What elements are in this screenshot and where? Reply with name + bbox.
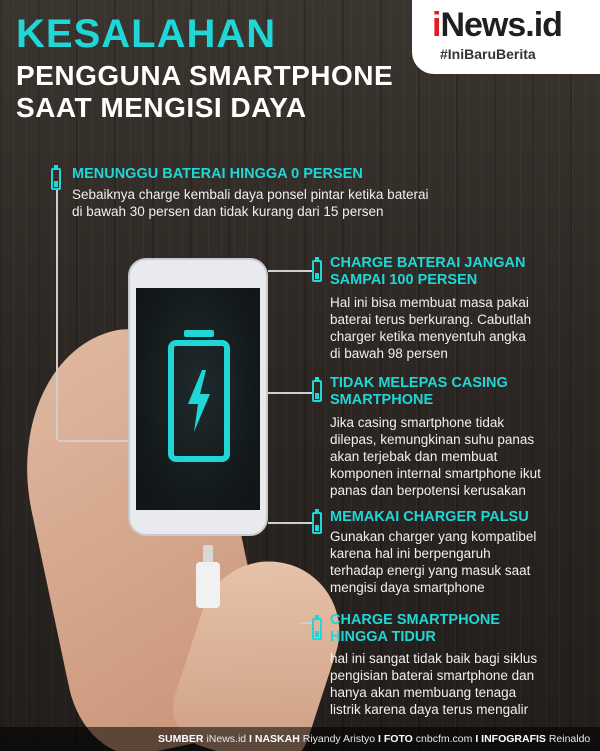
section-1-body: Sebaiknya charge kembali daya ponsel pintar ketika baterai di bawah 30 persen dan tidak kurang dari 15 persen: [72, 187, 429, 219]
brand-tagline: #IniBaruBerita: [440, 46, 536, 62]
connector-line-2: [268, 270, 312, 272]
separator: I: [249, 733, 252, 745]
brand-logo-box: [412, 0, 600, 74]
headline-line-2: PENGGUNA SMARTPHONE: [16, 60, 394, 91]
charger-cable: [196, 562, 220, 608]
separator: I: [475, 733, 479, 745]
foto-label: FOTO: [383, 733, 413, 745]
section-2-body: Hal ini bisa membuat masa pakai baterai terus berkurang. Cabutlah charger ketika menyentuh angka di bawah 98 persen: [330, 295, 532, 361]
separator: I: [378, 733, 381, 745]
battery-icon-5: [312, 618, 322, 640]
infografis-label: INFOGRAFIS: [481, 733, 546, 745]
credits-footer: [0, 727, 600, 751]
naskah-label: NASKAH: [254, 733, 300, 745]
section-3-title: TIDAK MELEPAS CASING SMARTPHONE: [330, 375, 508, 408]
connector-line-vertical: [56, 190, 58, 440]
naskah-value: Riyandy Aristyo: [302, 733, 376, 745]
section-2-title: CHARGE BATERAI JANGAN SAMPAI 100 PERSEN: [330, 255, 526, 288]
headline-kesalahan: KESALAHAN: [16, 12, 277, 56]
foto-value: cnbcfm.com: [415, 733, 473, 745]
lightning-bolt-icon: [186, 370, 212, 432]
inews-logo: iNews.id: [432, 6, 562, 44]
connector-line-5: [300, 622, 312, 624]
section-1-title: MENUNGGU BATERAI HINGGA 0 PERSEN: [72, 166, 363, 182]
connector-line-3: [268, 392, 312, 394]
battery-icon-1: [51, 168, 61, 190]
headline-line-3: SAAT MENGISI DAYA: [16, 92, 307, 123]
section-3-body: Jika casing smartphone tidak dilepas, kemungkinan suhu panas akan terjebak dan membuat komponen internal smartphone ikut panas dan berpotensi kerusakan: [330, 415, 541, 498]
infografis-value: Reinaldo: [548, 733, 591, 745]
connector-line-4: [268, 522, 312, 524]
connector-line-1: [58, 440, 128, 442]
battery-icon-2: [312, 260, 322, 282]
section-5-body: hal ini sangat tidak baik bagi siklus pengisian baterai smartphone dan hanya akan membuang tenaga listrik karena daya terus mengalir: [330, 651, 538, 717]
sumber-value: iNews.id: [206, 733, 247, 745]
sumber-label: SUMBER: [158, 733, 204, 745]
battery-icon-4: [312, 512, 322, 534]
battery-icon-3: [312, 380, 322, 402]
section-5-title: CHARGE SMARTPHONE HINGGA TIDUR: [330, 612, 500, 645]
section-4-title: MEMAKAI CHARGER PALSU: [330, 509, 529, 525]
section-4-body: Gunakan charger yang kompatibel karena hal ini berpengaruh terhadap energi yang masuk saat mengisi daya smartphone: [330, 529, 537, 595]
battery-cap-illustration: [184, 330, 214, 337]
